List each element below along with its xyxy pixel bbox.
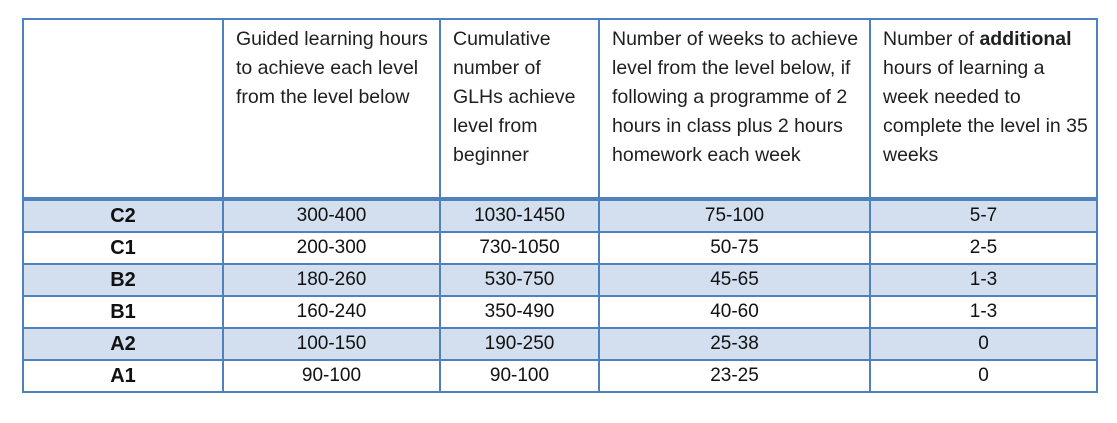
- cumulative-cell: 730-1050: [440, 232, 599, 264]
- header-cumulative-glh: Cumulative number of GLHs achieve level from beginner: [440, 19, 599, 199]
- weeks-cell: 23-25: [599, 360, 870, 392]
- level-cell: C2: [23, 199, 223, 232]
- table-row: [23, 264, 1097, 296]
- table-row: [23, 296, 1097, 328]
- table-row: [23, 232, 1097, 264]
- header-additional-pre: Number of: [883, 28, 980, 50]
- level-cell: C1: [23, 232, 223, 264]
- table-container: [22, 18, 1096, 393]
- cumulative-cell: 1030-1450: [440, 199, 599, 232]
- glh-cell: 300-400: [223, 199, 440, 232]
- header-additional-bold: additional: [979, 28, 1072, 50]
- table-row: [23, 328, 1097, 360]
- additional-cell: 0: [870, 360, 1097, 392]
- glh-cell: 100-150: [223, 328, 440, 360]
- additional-cell: 2-5: [870, 232, 1097, 264]
- cumulative-cell: 530-750: [440, 264, 599, 296]
- cumulative-cell: 190-250: [440, 328, 599, 360]
- header-guided-learning-hours: Guided learning hours to achieve each level from the level below: [223, 19, 440, 199]
- level-cell: A2: [23, 328, 223, 360]
- cumulative-cell: 90-100: [440, 360, 599, 392]
- header-additional-post: hours of learning a week needed to complete the level in 35 weeks: [883, 57, 1088, 166]
- weeks-cell: 50-75: [599, 232, 870, 264]
- glh-cell: 90-100: [223, 360, 440, 392]
- weeks-cell: 75-100: [599, 199, 870, 232]
- additional-cell: 1-3: [870, 264, 1097, 296]
- header-number-of-weeks: Number of weeks to achieve level from the level below, if following a programme of 2 hours in class plus 2 hours homework each week: [599, 19, 870, 199]
- table-body: [23, 199, 1097, 392]
- glh-cell: 180-260: [223, 264, 440, 296]
- weeks-cell: 45-65: [599, 264, 870, 296]
- cefr-hours-table: [22, 18, 1098, 393]
- additional-cell: 5-7: [870, 199, 1097, 232]
- additional-cell: 0: [870, 328, 1097, 360]
- weeks-cell: 40-60: [599, 296, 870, 328]
- level-cell: A1: [23, 360, 223, 392]
- level-cell: B1: [23, 296, 223, 328]
- header-row: [23, 19, 1097, 199]
- glh-cell: 160-240: [223, 296, 440, 328]
- table-header: [23, 19, 1097, 199]
- header-additional-hours: [870, 19, 1097, 199]
- additional-cell: 1-3: [870, 296, 1097, 328]
- header-empty-cell: [23, 19, 223, 199]
- table-row: [23, 360, 1097, 392]
- level-cell: B2: [23, 264, 223, 296]
- weeks-cell: 25-38: [599, 328, 870, 360]
- cumulative-cell: 350-490: [440, 296, 599, 328]
- table-row: [23, 199, 1097, 232]
- glh-cell: 200-300: [223, 232, 440, 264]
